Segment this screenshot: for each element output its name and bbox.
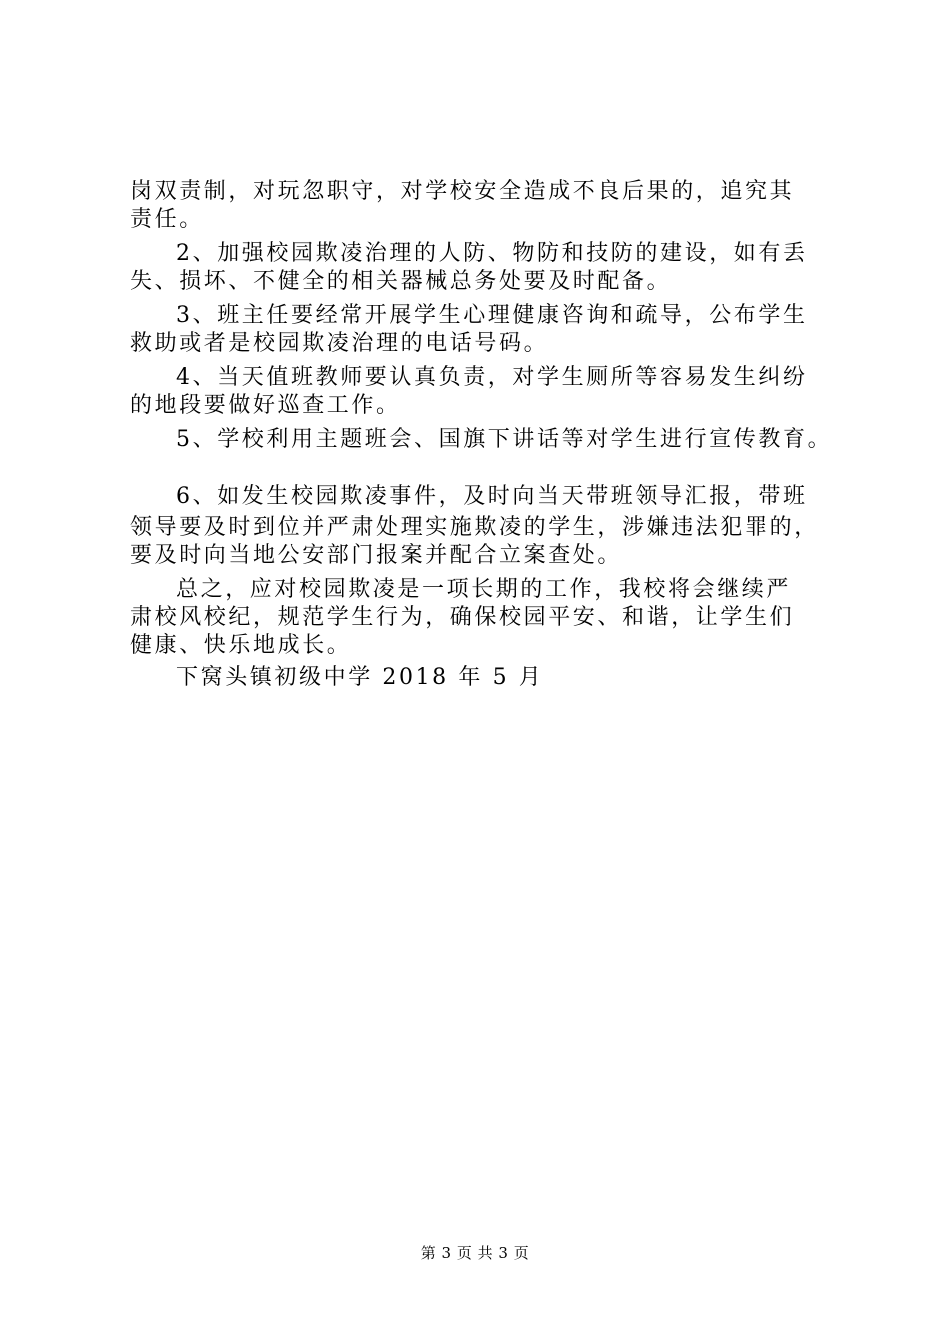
paragraph-line: 责任。 [130, 207, 204, 232]
paragraph-line: 失、损坏、不健全的相关器械总务处要及时配备。 [130, 269, 672, 294]
paragraph-line: 健康、快乐地成长。 [130, 633, 352, 658]
signature-line: 下窝头镇初级中学 2018 年 5 月 [176, 665, 544, 690]
paragraph-line: 5、学校利用主题班会、国旗下讲话等对学生进行宣传教育。 [176, 427, 833, 452]
paragraph-line: 的地段要做好巡查工作。 [130, 393, 401, 418]
paragraph-line: 4、当天值班教师要认真负责，对学生厕所等容易发生纠纷 [176, 365, 808, 390]
paragraph-line: 3、班主任要经常开展学生心理健康咨询和疏导，公布学生 [176, 303, 808, 328]
paragraph-line: 岗双责制，对玩忽职守，对学校安全造成不良后果的，追究其 [130, 179, 795, 204]
paragraph-line: 要及时向当地公安部门报案并配合立案查处。 [130, 543, 623, 568]
paragraph-line: 总之，应对校园欺凌是一项长期的工作，我校将会继续严 [176, 577, 792, 602]
paragraph-line: 2、加强校园欺凌治理的人防、物防和技防的建设，如有丢 [176, 241, 808, 266]
paragraph-line: 6、如发生校园欺凌事件，及时向当天带班领导汇报，带班 [176, 484, 808, 509]
paragraph-line: 肃校风校纪，规范学生行为，确保校园平安、和谐，让学生们 [130, 605, 795, 630]
page-footer: 第 3 页 共 3 页 [420, 1244, 530, 1262]
paragraph-line: 领导要及时到位并严肃处理实施欺凌的学生，涉嫌违法犯罪的， [130, 515, 819, 540]
paragraph-line: 救助或者是校园欺凌治理的电话号码。 [130, 331, 549, 356]
